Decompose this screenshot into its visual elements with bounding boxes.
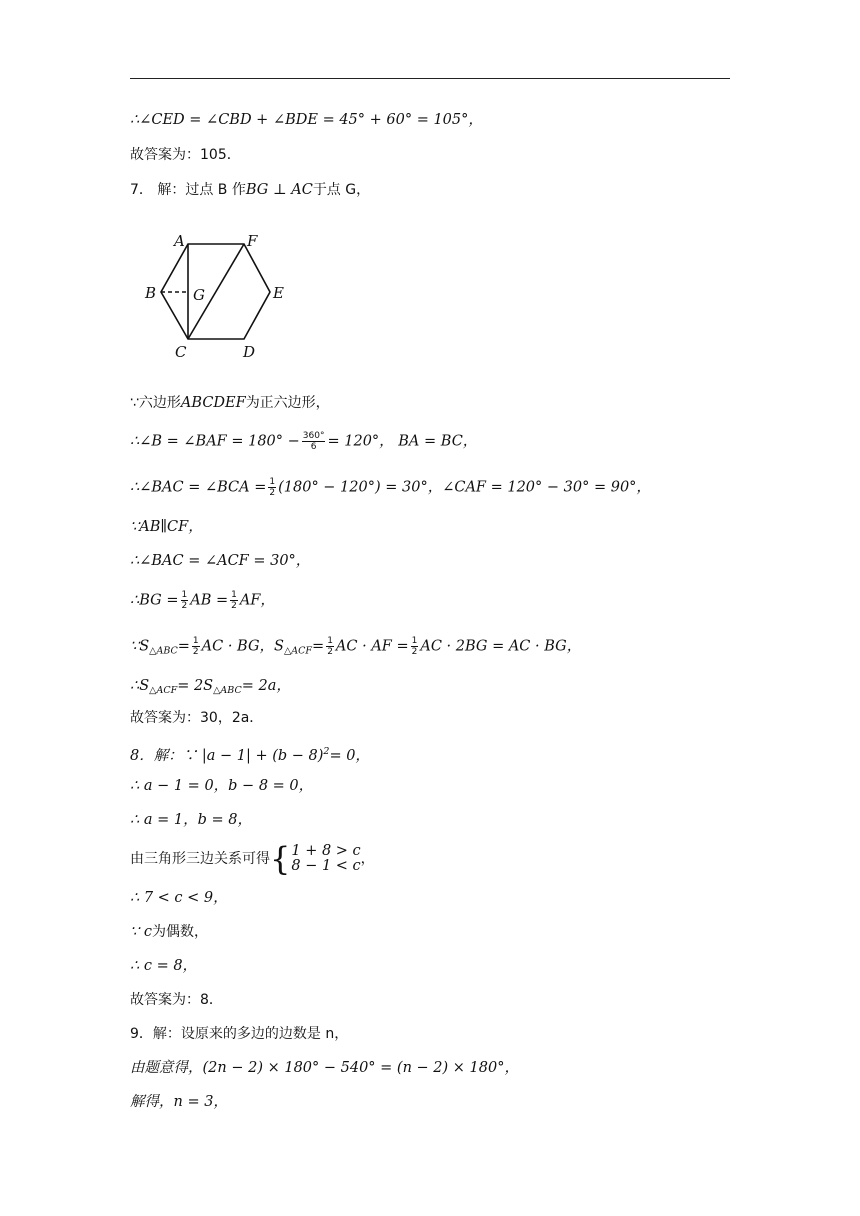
label-e: E bbox=[273, 284, 284, 302]
header-rule bbox=[130, 78, 730, 79]
hexagon-figure bbox=[140, 225, 300, 365]
label-d: D bbox=[243, 343, 256, 361]
label-c: C bbox=[175, 343, 187, 361]
solution-line: 由三角形三边关系可得 { 1 + 8 > c 8 − 1 < c ， bbox=[130, 840, 375, 878]
solution-line: ∴∠B = ∠BAF = 180° − $\frac{360^\circ}{6}$ = 120°， BA = BC， bbox=[130, 431, 478, 452]
label-f: F bbox=[247, 232, 258, 250]
solution-line: $\because S_{\triangle ABC}=$ $\frac{1}{2}$ AC · BG，$S_{\triangle ACF}=$ $\frac{1}{2}$ AC · AF = $\frac{1}{2}$ AC · 2BG = AC · BG， bbox=[130, 636, 582, 657]
answer-line: 故答案为：105． bbox=[130, 147, 241, 163]
inequality-system: { 1 + 8 > c 8 − 1 < c bbox=[270, 840, 361, 878]
problem-9-header: 9．解：设原来的多边的边数是 n， bbox=[130, 1026, 349, 1042]
solution-line: ∴∠BAC = ∠ACF = 30°， bbox=[130, 553, 311, 569]
answer-line: 故答案为：8． bbox=[130, 992, 223, 1008]
solution-line: ∴ 7 < c < 9， bbox=[130, 890, 228, 906]
solution-line: ∴∠CED = ∠CBD + ∠BDE = 45° + 60° = 105°， bbox=[130, 112, 483, 128]
solution-line: ∴ a = 1，b = 8， bbox=[130, 812, 252, 828]
solution-line: ∴ c = 8， bbox=[130, 958, 198, 974]
problem-8-header: 8．解：∵ $|a - 1| + (b - 8)^2= 0$， bbox=[130, 746, 370, 764]
problem-7-header: 7． 解：过点 B 作BG ⊥ AC于点 G， bbox=[130, 182, 371, 198]
label-g: G bbox=[193, 286, 205, 304]
solution-line: ∴ a − 1 = 0，b − 8 = 0， bbox=[130, 778, 314, 794]
solution-line: $\therefore S_{\triangle ACF}= 2S_{\triangle ABC}= 2a$， bbox=[130, 678, 291, 696]
answer-line: 故答案为：30，2a． bbox=[130, 710, 264, 726]
solution-line: ∵六边形ABCDEF为正六边形， bbox=[130, 395, 330, 411]
solution-line: ∵AB∥CF， bbox=[130, 519, 203, 535]
solution-line: ∵ c为偶数， bbox=[130, 924, 208, 940]
label-b: B bbox=[145, 284, 157, 302]
solution-line: ∴∠BAC = ∠BCA = $\frac{1}{2}$ (180° − 120°) = 30°，∠CAF = 120° − 30° = 90°， bbox=[130, 477, 651, 498]
solution-line: 由题意得，(2n − 2) × 180° − 540° = (n − 2) × 180°， bbox=[130, 1060, 519, 1076]
solution-line: ∴BG = $\frac{1}{2}$ AB = $\frac{1}{2}$ AF， bbox=[130, 590, 275, 611]
label-a: A bbox=[174, 232, 185, 250]
solution-line: 解得，n = 3， bbox=[130, 1094, 228, 1110]
